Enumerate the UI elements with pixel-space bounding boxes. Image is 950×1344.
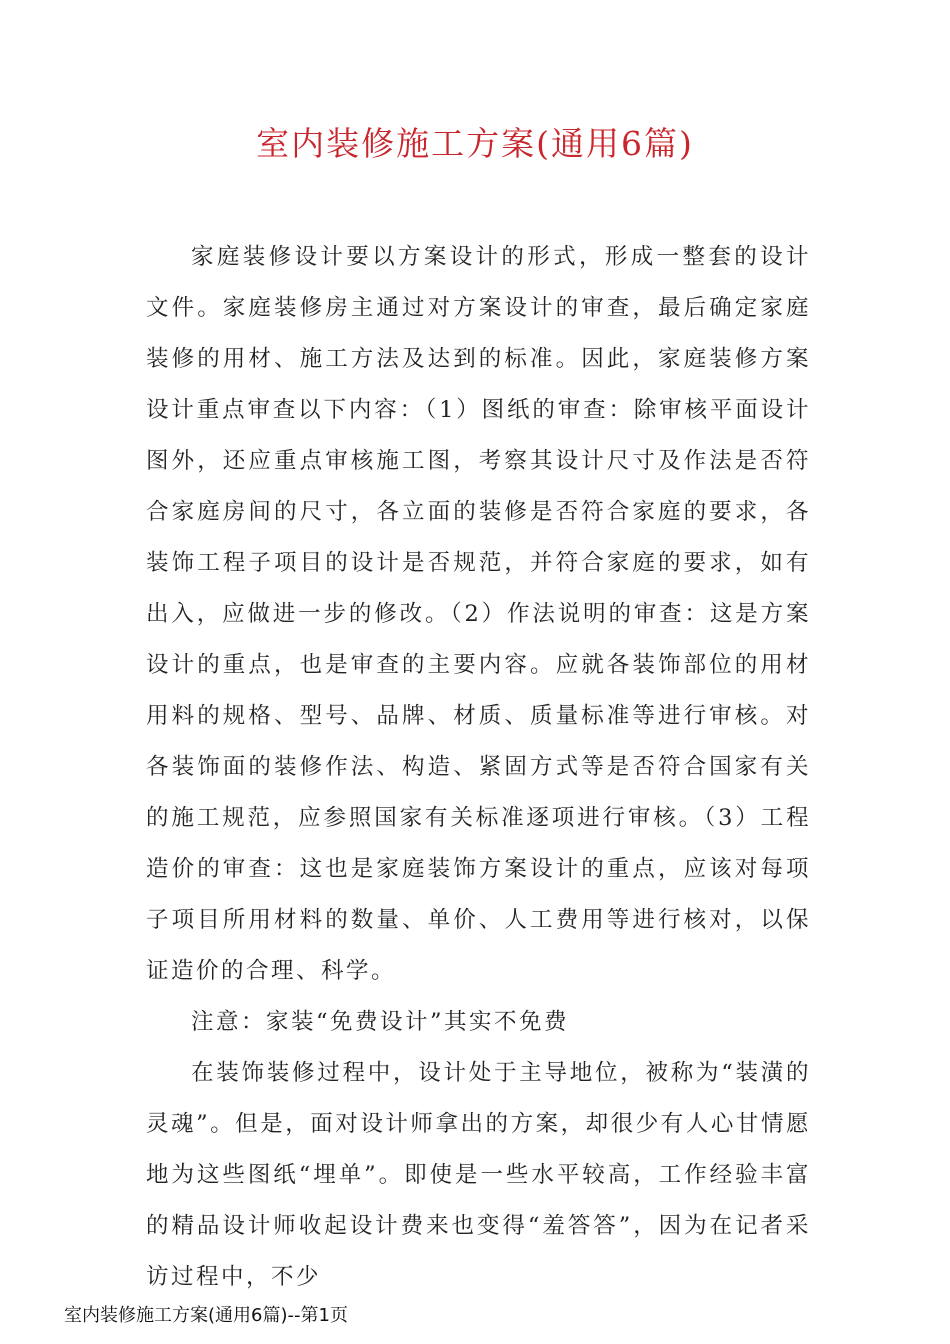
paragraph-2: 注意：家装“免费设计”其实不免费 <box>191 1009 570 1035</box>
document-body <box>146 232 811 1303</box>
page-footer: 室内装修施工方案(通用6篇)--第1页 <box>64 1305 348 1326</box>
paragraph-1: 家庭装修设计要以方案设计的形式，形成一整套的设计文件。家庭装修房主通过对方案设计的审查，最后确定家庭装修的用材、施工方法及达到的标准。因此，家庭装修方案设计重点审查以下内容：（1）图纸的审查：除审核平面设计图外，还应重点审核施工图，考察其设计尺寸及作法是否符合家庭房间的尺寸，各立面的装修是否符合家庭的要求，各装饰工程子项目的设计是否规范，并符合家庭的要求，如有出入，应做进一步的修改。（2）作法说明的审查：这是方案设计的重点，也是审查的主要内容。应就各装饰部位的用材用料的规格、型号、品牌、材质、质量标准等进行审核。对各装饰面的装修作法、构造、紧固方式等是否符合国家有关的施工规范，应参照国家有关标准逐项进行审核。（3）工程造价的审查：这也是家庭装饰方案设计的重点，应该对每项子项目所用材料的数量、单价、人工费用等进行核对，以保证造价的合理、科学。 <box>146 244 811 984</box>
paragraph-3: 在装饰装修过程中，设计处于主导地位，被称为“装潢的灵魂”。但是，面对设计师拿出的方案，却很少有人心甘情愿地为这些图纸“埋单”。即使是一些水平较高，工作经验丰富的精品设计师收起设计费来也变得“羞答答”，因为在记者采访过程中，不少 <box>146 1060 811 1290</box>
document-title: 室内装修施工方案(通用6篇) <box>256 124 694 163</box>
